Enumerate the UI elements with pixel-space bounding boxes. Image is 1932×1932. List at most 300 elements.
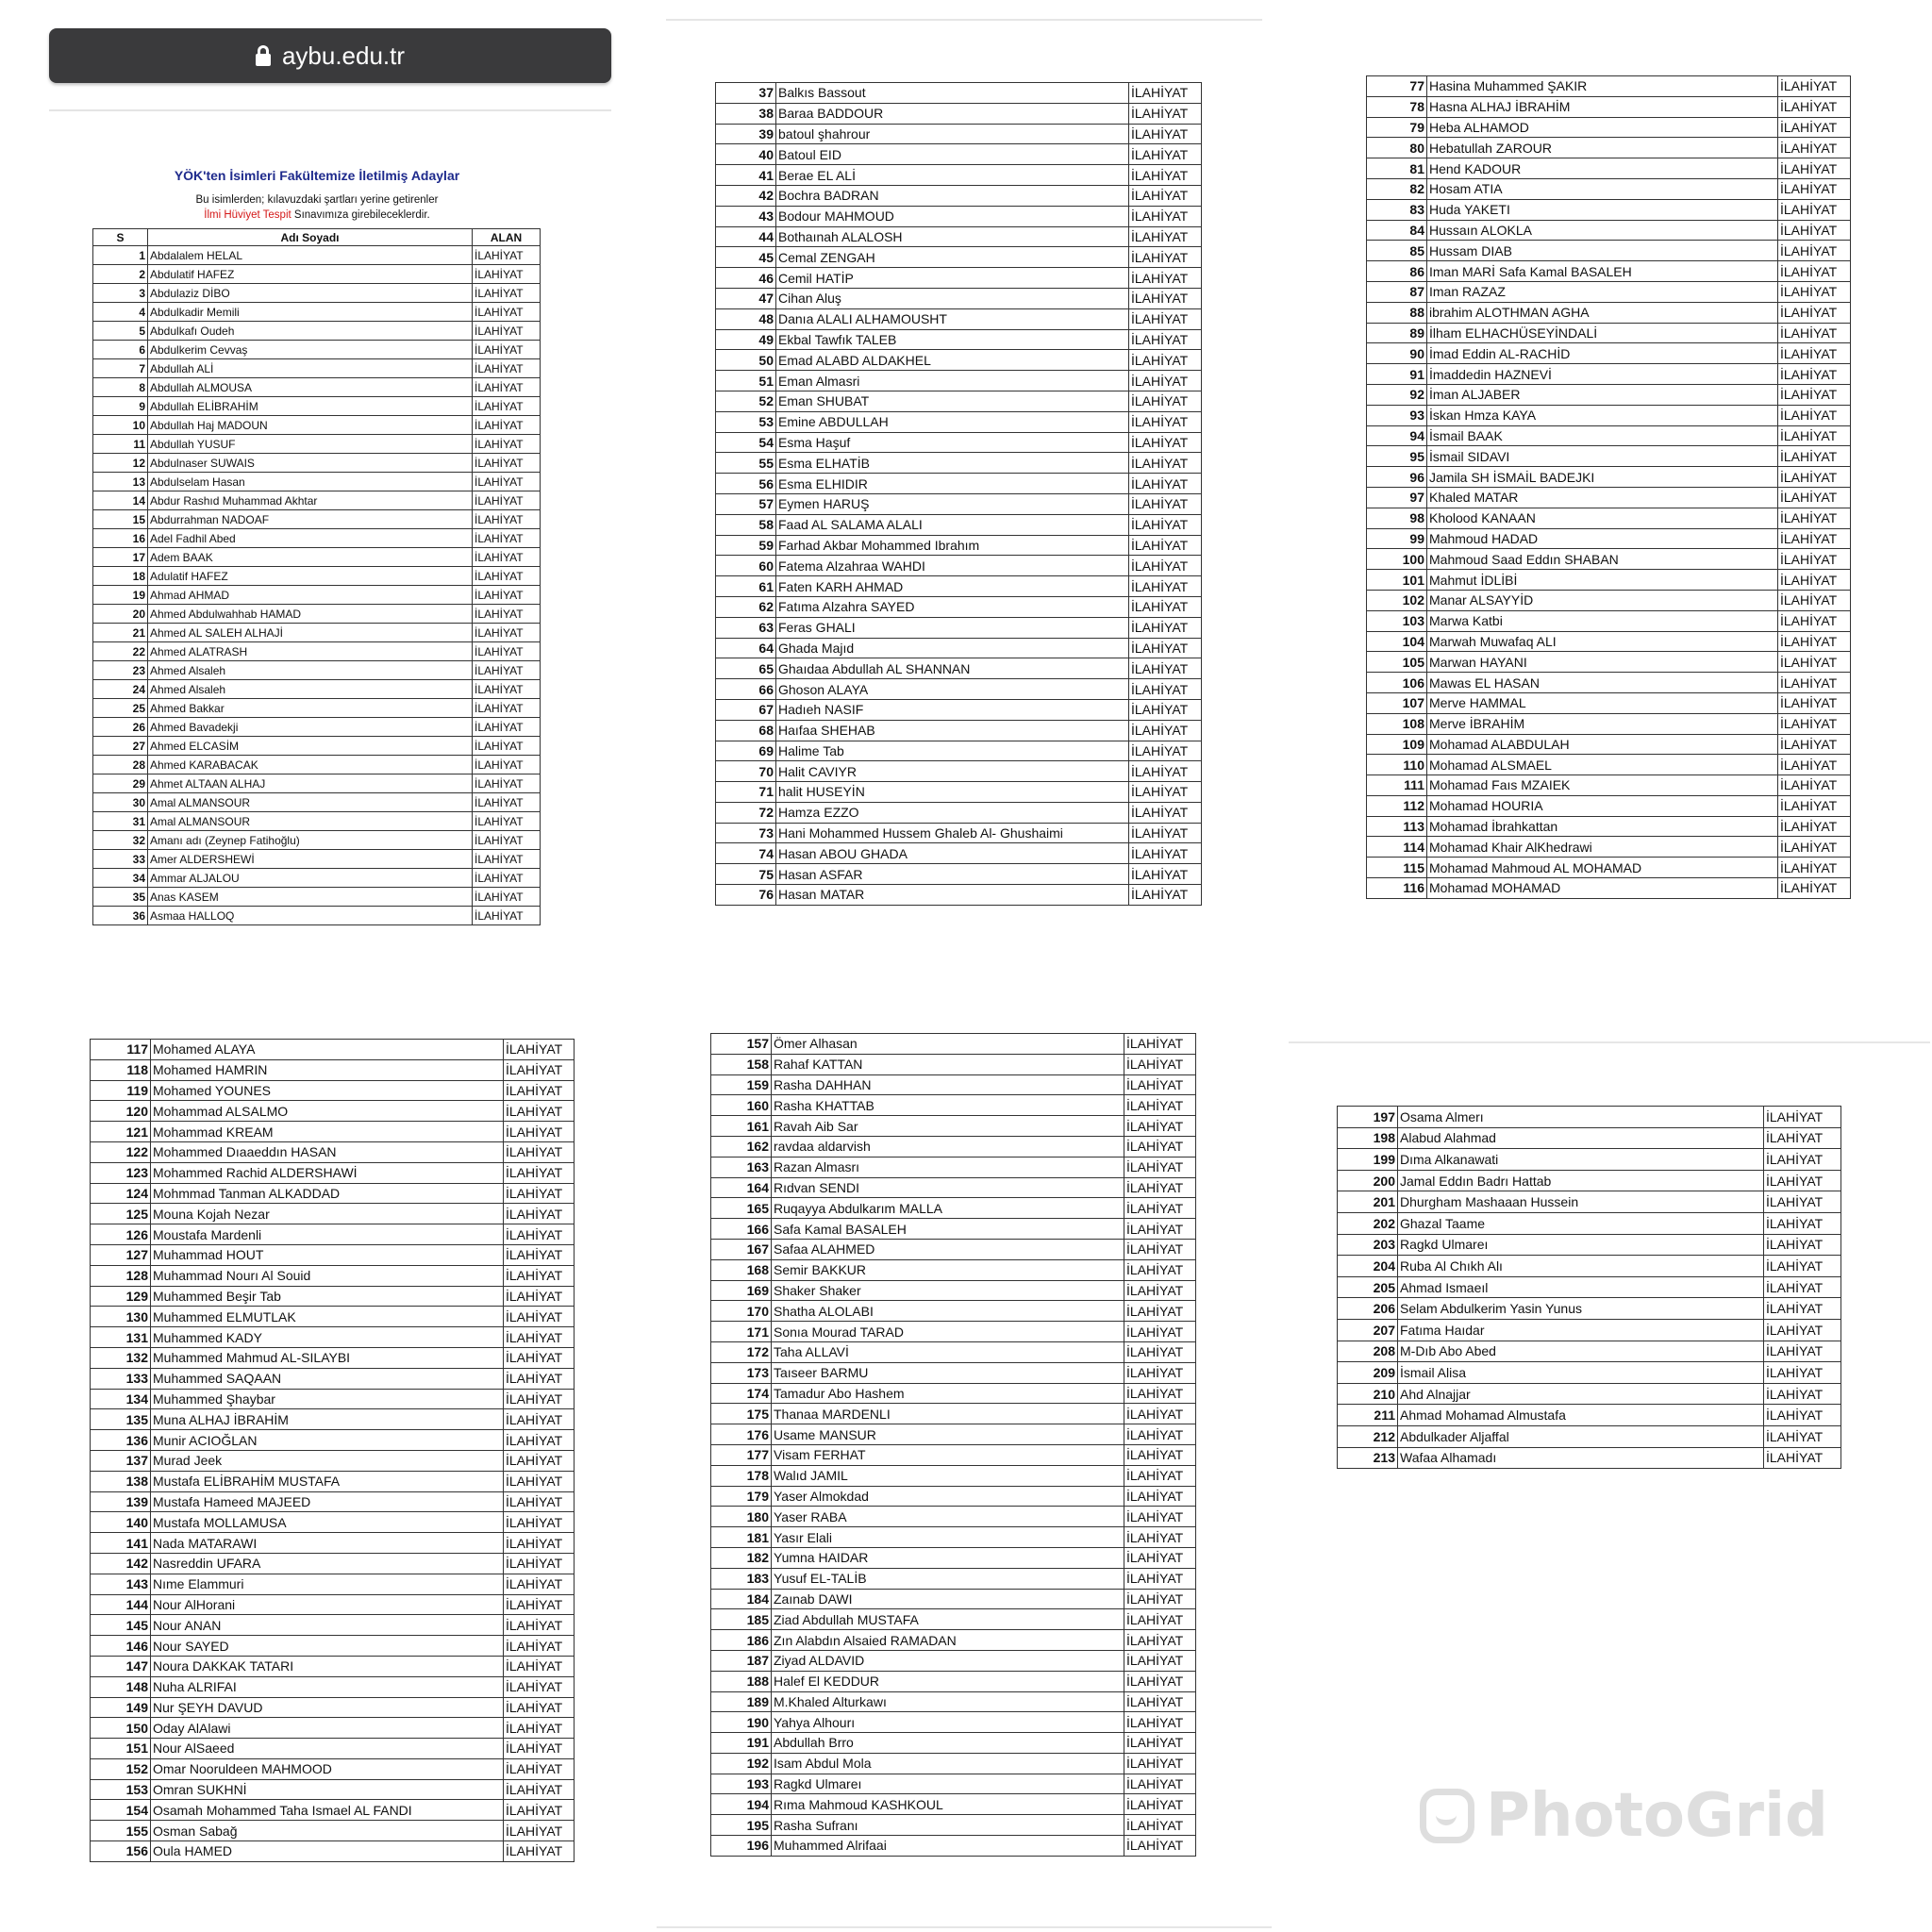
candidate-name: Ekbal Tawfık TALEB	[776, 329, 1129, 350]
candidate-name: Mohamad ALSMAEL	[1427, 755, 1778, 775]
row-number: 114	[1367, 837, 1427, 858]
field-alan: İLAHİYAT	[1129, 308, 1202, 329]
row-number: 168	[711, 1259, 772, 1280]
row-number: 59	[716, 535, 776, 556]
field-alan: İLAHİYAT	[1778, 549, 1851, 570]
table-row	[93, 322, 541, 341]
table-row	[711, 1095, 1196, 1116]
table-row	[93, 265, 541, 284]
field-alan: İLAHİYAT	[504, 1676, 575, 1697]
row-number: 125	[91, 1204, 151, 1224]
candidate-name: Ahmed AL SALEH ALHAJİ	[148, 624, 473, 642]
table-row	[93, 774, 541, 793]
candidate-name: Merve HAMMAL	[1427, 692, 1778, 713]
field-alan: İLAHİYAT	[1764, 1191, 1841, 1213]
candidate-table-5	[710, 1033, 1196, 1857]
row-number: 185	[711, 1609, 772, 1630]
candidate-name: Muhammed Alrifaai	[772, 1836, 1124, 1857]
candidate-name: Ziad Abdullah MUSTAFA	[772, 1609, 1124, 1630]
field-alan: İLAHİYAT	[1778, 281, 1851, 302]
candidate-name: Halef El KEDDUR	[772, 1671, 1124, 1691]
candidate-name: Manar ALSAYYİD	[1427, 590, 1778, 610]
field-alan: İLAHİYAT	[1124, 1322, 1196, 1342]
table-row	[716, 268, 1202, 289]
field-alan: İLAHİYAT	[1129, 247, 1202, 268]
field-alan: İLAHİYAT	[1124, 1136, 1196, 1157]
divider	[1289, 1041, 1930, 1043]
candidate-name: Hadıeh NASIF	[776, 699, 1129, 720]
field-alan: İLAHİYAT	[473, 303, 541, 322]
row-number: 187	[711, 1650, 772, 1671]
table-row	[711, 1424, 1196, 1445]
candidate-name: İlham ELHACHÜSEYİNDALİ	[1427, 323, 1778, 343]
row-number: 98	[1367, 508, 1427, 528]
candidate-name: Amer ALDERSHEWİ	[148, 850, 473, 869]
candidate-name: Yusuf EL-TALİB	[772, 1568, 1124, 1589]
table-row	[711, 1589, 1196, 1609]
field-alan: İLAHİYAT	[504, 1141, 575, 1162]
row-number: 189	[711, 1691, 772, 1712]
field-alan: İLAHİYAT	[1778, 425, 1851, 446]
table-row	[93, 907, 541, 925]
table-row	[716, 453, 1202, 474]
table-row	[711, 1074, 1196, 1095]
candidate-name: Oday AlAlawi	[151, 1718, 504, 1739]
candidate-name: Osama Almerı	[1398, 1107, 1764, 1128]
table-row	[91, 1080, 575, 1101]
row-number: 19	[93, 586, 148, 605]
field-alan: İLAHİYAT	[1764, 1107, 1841, 1128]
table-row	[711, 1259, 1196, 1280]
table-row	[91, 1224, 575, 1245]
row-number: 194	[711, 1794, 772, 1815]
table-row	[711, 1341, 1196, 1362]
field-alan: İLAHİYAT	[1124, 1034, 1196, 1055]
row-number: 136	[91, 1430, 151, 1451]
table-row	[716, 596, 1202, 617]
field-alan: İLAHİYAT	[1129, 720, 1202, 741]
field-alan: İLAHİYAT	[473, 850, 541, 869]
field-alan: İLAHİYAT	[1764, 1447, 1841, 1469]
table-row	[711, 1527, 1196, 1548]
candidate-name: Usame MANSUR	[772, 1424, 1124, 1445]
candidate-name: Fatıma Alzahra SAYED	[776, 596, 1129, 617]
row-number: 91	[1367, 364, 1427, 385]
candidate-name: Anas KASEM	[148, 888, 473, 907]
row-number: 60	[716, 556, 776, 576]
table-row	[91, 1574, 575, 1594]
candidate-name: Hamza EZZO	[776, 802, 1129, 823]
candidate-name: İsmail SIDAVI	[1427, 446, 1778, 467]
field-alan: İLAHİYAT	[1124, 1465, 1196, 1486]
table-row	[716, 226, 1202, 247]
table-row	[716, 885, 1202, 906]
table-row	[711, 1362, 1196, 1383]
table-row	[1367, 795, 1851, 816]
row-number: 120	[91, 1101, 151, 1122]
field-alan: İLAHİYAT	[473, 793, 541, 812]
row-number: 200	[1338, 1170, 1398, 1191]
field-alan: İLAHİYAT	[473, 642, 541, 661]
table-row	[1367, 652, 1851, 673]
field-alan: İLAHİYAT	[1778, 858, 1851, 878]
column-header-s: S	[93, 229, 148, 246]
candidate-table-1	[92, 228, 541, 925]
row-number: 61	[716, 576, 776, 597]
table-row	[1367, 528, 1851, 549]
table-row	[1367, 775, 1851, 796]
field-alan: İLAHİYAT	[473, 812, 541, 831]
field-alan: İLAHİYAT	[1778, 570, 1851, 591]
candidate-name: Thanaa MARDENLI	[772, 1404, 1124, 1424]
row-number: 147	[91, 1656, 151, 1676]
row-number: 164	[711, 1177, 772, 1198]
row-number: 5	[93, 322, 148, 341]
field-alan: İLAHİYAT	[473, 473, 541, 491]
candidate-name: Ahmed ALATRASH	[148, 642, 473, 661]
field-alan: İLAHİYAT	[1124, 1527, 1196, 1548]
field-alan: İLAHİYAT	[504, 1122, 575, 1142]
candidate-name: Hebatullah ZAROUR	[1427, 138, 1778, 158]
table-row	[1338, 1234, 1841, 1256]
candidate-name: Iman RAZAZ	[1427, 281, 1778, 302]
field-alan: İLAHİYAT	[1778, 775, 1851, 796]
candidate-name: Adulatif HAFEZ	[148, 567, 473, 586]
field-alan: İLAHİYAT	[1124, 1794, 1196, 1815]
table-row	[91, 1779, 575, 1800]
field-alan: İLAHİYAT	[1129, 206, 1202, 226]
candidate-name: Faad AL SALAMA ALALI	[776, 514, 1129, 535]
candidate-name: Abdullah ALİ	[148, 359, 473, 378]
field-alan: İLAHİYAT	[504, 1101, 575, 1122]
candidate-name: M-Dıb Abo Abed	[1398, 1341, 1764, 1362]
candidate-name: Ömer Alhasan	[772, 1034, 1124, 1055]
field-alan: İLAHİYAT	[473, 624, 541, 642]
row-number: 54	[716, 432, 776, 453]
row-number: 134	[91, 1389, 151, 1409]
field-alan: İLAHİYAT	[1778, 117, 1851, 138]
document-header	[92, 168, 541, 223]
row-number: 105	[1367, 652, 1427, 673]
table-row	[1367, 343, 1851, 364]
candidate-name: Berae EL ALİ	[776, 165, 1129, 186]
row-number: 35	[93, 888, 148, 907]
candidate-name: Hasna ALHAJ İBRAHİM	[1427, 96, 1778, 117]
candidate-name: Heba ALHAMOD	[1427, 117, 1778, 138]
candidate-name: Hosam ATIA	[1427, 178, 1778, 199]
table-row	[716, 741, 1202, 761]
field-alan: İLAHİYAT	[1129, 617, 1202, 638]
table-row	[1367, 302, 1851, 323]
field-alan: İLAHİYAT	[504, 1718, 575, 1739]
candidate-name: Ziyad ALDAVID	[772, 1650, 1124, 1671]
field-alan: İLAHİYAT	[1778, 178, 1851, 199]
candidate-name: Isam Abdul Mola	[772, 1753, 1124, 1774]
field-alan: İLAHİYAT	[1124, 1280, 1196, 1301]
candidate-name: batoul şhahrour	[776, 124, 1129, 144]
table-row	[91, 1594, 575, 1615]
row-number: 73	[716, 823, 776, 843]
table-row	[716, 679, 1202, 700]
field-alan: İLAHİYAT	[1129, 268, 1202, 289]
row-number: 33	[93, 850, 148, 869]
row-number: 86	[1367, 261, 1427, 282]
field-alan: İLAHİYAT	[1764, 1212, 1841, 1234]
row-number: 37	[716, 83, 776, 104]
row-number: 160	[711, 1095, 772, 1116]
field-alan: İLAHİYAT	[1129, 576, 1202, 597]
candidate-name: Hussaın ALOKLA	[1427, 220, 1778, 241]
field-alan: İLAHİYAT	[504, 1553, 575, 1574]
candidate-name: Hasan ABOU GHADA	[776, 843, 1129, 864]
row-number: 23	[93, 661, 148, 680]
field-alan: İLAHİYAT	[473, 680, 541, 699]
field-alan: İLAHİYAT	[1129, 226, 1202, 247]
field-alan: İLAHİYAT	[1124, 1157, 1196, 1177]
table-row	[1367, 117, 1851, 138]
candidate-name: Ahmad Ismaeıl	[1398, 1276, 1764, 1298]
candidate-name: Emad ALABD ALDAKHEL	[776, 350, 1129, 371]
row-number: 77	[1367, 76, 1427, 97]
table-row	[91, 1718, 575, 1739]
row-number: 99	[1367, 528, 1427, 549]
field-alan: İLAHİYAT	[1129, 185, 1202, 206]
row-number: 166	[711, 1219, 772, 1240]
table-row	[711, 1671, 1196, 1691]
table-row	[93, 586, 541, 605]
candidate-name: Abdulaziz DİBO	[148, 284, 473, 303]
field-alan: İLAHİYAT	[1129, 741, 1202, 761]
row-number: 154	[91, 1800, 151, 1821]
table-row	[93, 284, 541, 303]
field-alan: İLAHİYAT	[1129, 432, 1202, 453]
field-alan: İLAHİYAT	[1778, 220, 1851, 241]
address-bar[interactable]	[49, 28, 611, 83]
row-number: 82	[1367, 178, 1427, 199]
candidate-name: Halime Tab	[776, 741, 1129, 761]
table-row	[1367, 590, 1851, 610]
candidate-name: Abdulkader Aljaffal	[1398, 1425, 1764, 1447]
table-row	[716, 144, 1202, 165]
table-row	[711, 1815, 1196, 1836]
candidate-name: ravdaa aldarvish	[772, 1136, 1124, 1157]
candidate-name: Rasha Sufranı	[772, 1815, 1124, 1836]
field-alan: İLAHİYAT	[504, 1656, 575, 1676]
field-alan: İLAHİYAT	[1129, 103, 1202, 124]
row-number: 43	[716, 206, 776, 226]
row-number: 106	[1367, 673, 1427, 693]
candidate-name: Amal ALMANSOUR	[148, 812, 473, 831]
row-number: 96	[1367, 467, 1427, 488]
row-number: 8	[93, 378, 148, 397]
row-number: 121	[91, 1122, 151, 1142]
field-alan: İLAHİYAT	[1124, 1733, 1196, 1754]
table-row	[91, 1800, 575, 1821]
candidate-name: Ahmed Bakkar	[148, 699, 473, 718]
candidate-name: Abdulnaser SUWAIS	[148, 454, 473, 473]
candidate-name: Taıseer BARMU	[772, 1362, 1124, 1383]
candidate-name: Huda YAKETI	[1427, 199, 1778, 220]
field-alan: İLAHİYAT	[1124, 1259, 1196, 1280]
row-number: 74	[716, 843, 776, 864]
field-alan: İLAHİYAT	[1778, 692, 1851, 713]
table-row	[93, 359, 541, 378]
candidate-name: Taha ALLAVİ	[772, 1341, 1124, 1362]
row-number: 95	[1367, 446, 1427, 467]
candidate-name: Nur ŞEYH DAVUD	[151, 1697, 504, 1718]
field-alan: İLAHİYAT	[504, 1244, 575, 1265]
field-alan: İLAHİYAT	[473, 548, 541, 567]
row-number: 9	[93, 397, 148, 416]
candidate-name: Ghoson ALAYA	[776, 679, 1129, 700]
candidate-name: Ravah Aib Sar	[772, 1116, 1124, 1137]
field-alan: İLAHİYAT	[1778, 795, 1851, 816]
candidate-name: Mohammed Rachid ALDERSHAWİ	[151, 1162, 504, 1183]
field-alan: İLAHİYAT	[504, 1841, 575, 1862]
field-alan: İLAHİYAT	[1778, 241, 1851, 261]
candidate-name: Jamila SH İSMAİL BADEJKI	[1427, 467, 1778, 488]
field-alan: İLAHİYAT	[1129, 288, 1202, 308]
row-number: 145	[91, 1615, 151, 1636]
table-row	[1367, 364, 1851, 385]
table-row	[93, 341, 541, 359]
table-row	[91, 1307, 575, 1327]
candidate-name: Hussam DIAB	[1427, 241, 1778, 261]
field-alan: İLAHİYAT	[504, 1533, 575, 1554]
candidate-name: Ragkd Ulmareı	[1398, 1234, 1764, 1256]
table-row	[91, 1491, 575, 1512]
table-row	[711, 1280, 1196, 1301]
row-number: 69	[716, 741, 776, 761]
field-alan: İLAHİYAT	[1124, 1691, 1196, 1712]
row-number: 175	[711, 1404, 772, 1424]
table-row	[91, 1244, 575, 1265]
row-number: 29	[93, 774, 148, 793]
row-number: 202	[1338, 1212, 1398, 1234]
field-alan: İLAHİYAT	[504, 1389, 575, 1409]
candidate-name: Faten KARH AHMAD	[776, 576, 1129, 597]
row-number: 212	[1338, 1425, 1398, 1447]
row-number: 90	[1367, 343, 1427, 364]
table-row	[1367, 713, 1851, 734]
field-alan: İLAHİYAT	[1124, 1341, 1196, 1362]
field-alan: İLAHİYAT	[504, 1265, 575, 1286]
row-number: 213	[1338, 1447, 1398, 1469]
table-row	[1338, 1447, 1841, 1469]
field-alan: İLAHİYAT	[1124, 1095, 1196, 1116]
table-row	[711, 1404, 1196, 1424]
table-row	[91, 1636, 575, 1657]
row-number: 13	[93, 473, 148, 491]
field-alan: İLAHİYAT	[1764, 1341, 1841, 1362]
candidate-name: Ahmed ELCASİM	[148, 737, 473, 756]
field-alan: İLAHİYAT	[1764, 1425, 1841, 1447]
row-number: 188	[711, 1671, 772, 1691]
candidate-name: Muhammed KADY	[151, 1327, 504, 1348]
field-alan: İLAHİYAT	[473, 397, 541, 416]
row-number: 71	[716, 782, 776, 803]
table-row	[711, 1547, 1196, 1568]
table-row	[1338, 1425, 1841, 1447]
candidate-name: Khaled MATAR	[1427, 487, 1778, 508]
row-number: 144	[91, 1594, 151, 1615]
field-alan: İLAHİYAT	[1129, 514, 1202, 535]
row-number: 199	[1338, 1149, 1398, 1171]
table-row	[1338, 1256, 1841, 1277]
candidate-name: Eymen HARUŞ	[776, 493, 1129, 514]
table-row	[1367, 570, 1851, 591]
candidate-name: Farhad Akbar Mohammed Ibrahım	[776, 535, 1129, 556]
field-alan: İLAHİYAT	[473, 265, 541, 284]
candidate-name: Shatha ALOLABI	[772, 1301, 1124, 1322]
row-number: 20	[93, 605, 148, 624]
field-alan: İLAHİYAT	[1129, 699, 1202, 720]
candidate-name: Nour SAYED	[151, 1636, 504, 1657]
table-row	[91, 1141, 575, 1162]
candidate-name: Mahmoud HADAD	[1427, 528, 1778, 549]
candidate-name: Moustafa Mardenli	[151, 1224, 504, 1245]
table-row	[91, 1122, 575, 1142]
field-alan: İLAHİYAT	[1124, 1054, 1196, 1074]
field-alan: İLAHİYAT	[504, 1327, 575, 1348]
candidate-name: Adel Fadhil Abed	[148, 529, 473, 548]
table-row	[91, 1265, 575, 1286]
column-header-alan: ALAN	[473, 229, 541, 246]
row-number: 107	[1367, 692, 1427, 713]
table-row	[1338, 1191, 1841, 1213]
table-row	[716, 802, 1202, 823]
field-alan: İLAHİYAT	[1129, 474, 1202, 494]
field-alan: İLAHİYAT	[1778, 261, 1851, 282]
field-alan: İLAHİYAT	[504, 1758, 575, 1779]
row-number: 10	[93, 416, 148, 435]
candidate-name: Shaker Shaker	[772, 1280, 1124, 1301]
table-row	[93, 680, 541, 699]
field-alan: İLAHİYAT	[473, 586, 541, 605]
field-alan: İLAHİYAT	[1778, 673, 1851, 693]
table-row	[1338, 1127, 1841, 1149]
candidate-name: Osman Sabağ	[151, 1821, 504, 1841]
table-row	[716, 165, 1202, 186]
candidate-name: Jamal Eddın Badrı Hattab	[1398, 1170, 1764, 1191]
candidate-name: Noura DAKKAK TATARI	[151, 1656, 504, 1676]
table-row	[91, 1430, 575, 1451]
field-alan: İLAHİYAT	[1129, 638, 1202, 658]
row-number: 191	[711, 1733, 772, 1754]
row-number: 7	[93, 359, 148, 378]
row-number: 197	[1338, 1107, 1398, 1128]
table-row	[1367, 837, 1851, 858]
field-alan: İLAHİYAT	[1129, 493, 1202, 514]
row-number: 141	[91, 1533, 151, 1554]
row-number: 41	[716, 165, 776, 186]
row-number: 133	[91, 1368, 151, 1389]
field-alan: İLAHİYAT	[504, 1779, 575, 1800]
candidate-name: Dıma Alkanawati	[1398, 1149, 1764, 1171]
row-number: 32	[93, 831, 148, 850]
row-number: 79	[1367, 117, 1427, 138]
candidate-name: Bochra BADRAN	[776, 185, 1129, 206]
field-alan: İLAHİYAT	[1129, 83, 1202, 104]
table-row	[91, 1040, 575, 1060]
table-row	[716, 782, 1202, 803]
row-number: 3	[93, 284, 148, 303]
table-row	[1338, 1405, 1841, 1426]
candidate-name: Ahmed Bavadekji	[148, 718, 473, 737]
table-row	[1367, 138, 1851, 158]
table-row	[93, 831, 541, 850]
field-alan: İLAHİYAT	[473, 737, 541, 756]
